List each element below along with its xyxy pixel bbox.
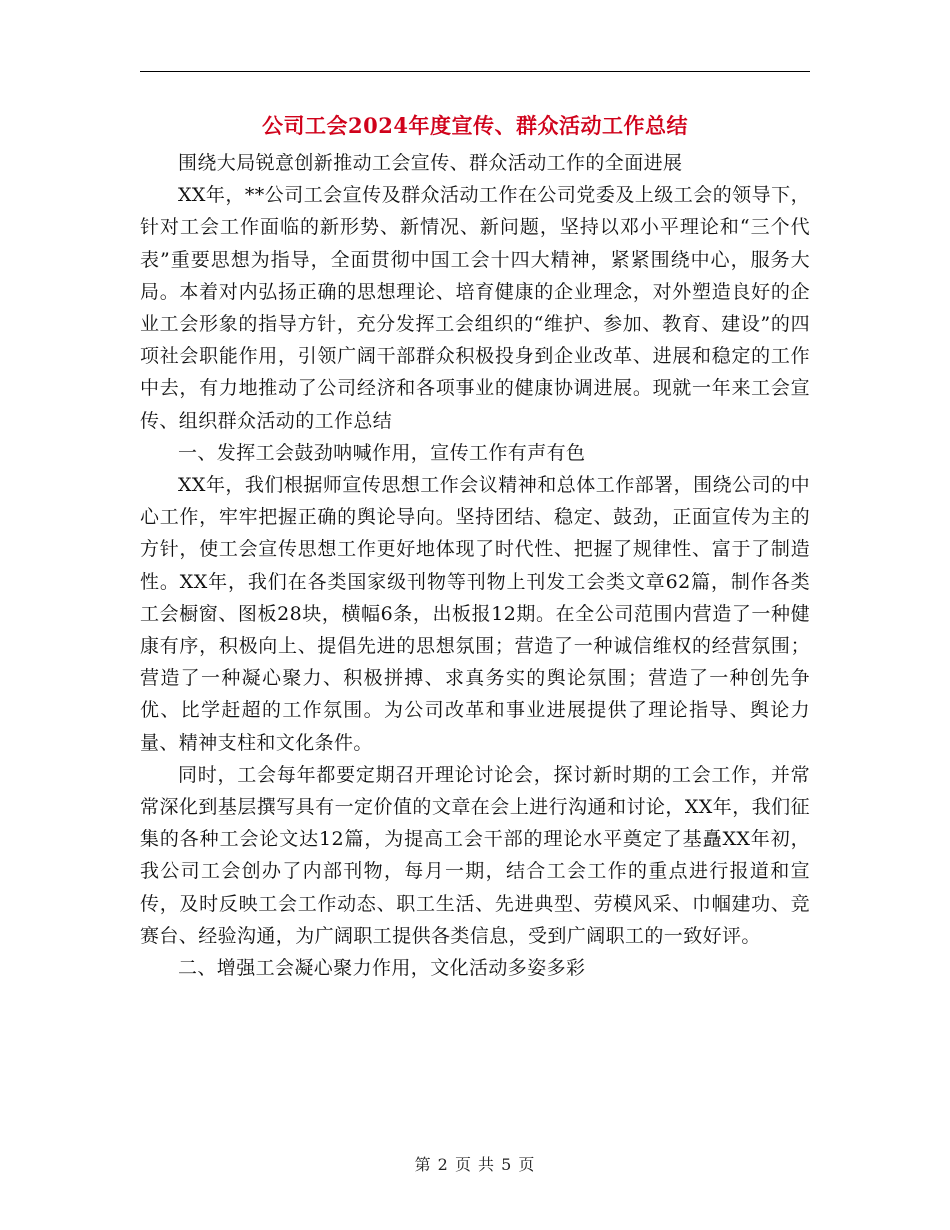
section-heading-1: 一、发挥工会鼓劲呐喊作用，宣传工作有声有色 bbox=[178, 441, 586, 464]
page-footer: 第 2 页 共 5 页 bbox=[414, 1155, 536, 1174]
intro-paragraph: XX年，**公司工会宣传及群众活动工作在公司党委及上级工会的领导下，针对工会工作面临的新形势、新情况、新问题，坚持以邓小平理论和“三个代表”重要思想为指导，全面贯彻中国工会十四大精神，紧紧围绕中心，服务大局。本着对内弘扬正确的思想理论、培育健康的企业理念，对外塑造良好的企业工会形象的指导方针，充分发挥工会组织的“维护、参加、教育、建设”的四项社会职能作用，引领广阔干部群众积极投身到企业改革、进展和稳定的工作中去，有力地推动了公司经济和各项事业的健康协调进展。现就一年来工会宣传、组织群众活动的工作总结 bbox=[140, 184, 810, 432]
body-paragraph-1: XX年，我们根据师宣传思想工作会议精神和总体工作部署，围绕公司的中心工作，牢牢把握正确的舆论导向。坚持团结、稳定、鼓劲，正面宣传为主的方针，使工会宣传思想工作更好地体现了时代性、把握了规律性、富于了制造性。XX年，我们在各类国家级刊物等刊物上刊发工会类文章62篇，制作各类工会橱窗、图板28块，横幅6条，出板报12期。在全公司范围内营造了一种健康有序，积极向上、提倡先进的思想氛围；营造了一种诚信维权的经营氛围；营造了一种凝心聚力、积极拼搏、求真务实的舆论氛围；营造了一种创先争优、比学赶超的工作氛围。为公司改革和事业进展提供了理论指导、舆论力量、精神支柱和文化条件。 bbox=[140, 474, 810, 754]
document-body bbox=[140, 147, 810, 984]
header-rule bbox=[140, 71, 810, 72]
document-title: 公司工会2024年度宣传、群众活动工作总结 bbox=[262, 113, 688, 138]
subtitle-paragraph: 围绕大局锐意创新推动工会宣传、群众活动工作的全面进展 bbox=[178, 152, 683, 174]
body-paragraph-2: 同时，工会每年都要定期召开理论讨论会，探讨新时期的工会工作，并常常深化到基层撰写具有一定价值的文章在会上进行沟通和讨论，XX年，我们征集的各种工会论文达12篇，为提高工会干部的理论水平奠定了基矗XX年初，我公司工会创办了内部刊物，每月一期，结合工会工作的重点进行报道和宣传，及时反映工会工作动态、职工生活、先进典型、劳模风采、巾帼建功、竞赛台、经验沟通，为广阔职工提供各类信息，受到广阔职工的一致好评。 bbox=[140, 763, 810, 947]
section-heading-2: 二、增强工会凝心聚力作用，文化活动多姿多彩 bbox=[178, 957, 586, 980]
